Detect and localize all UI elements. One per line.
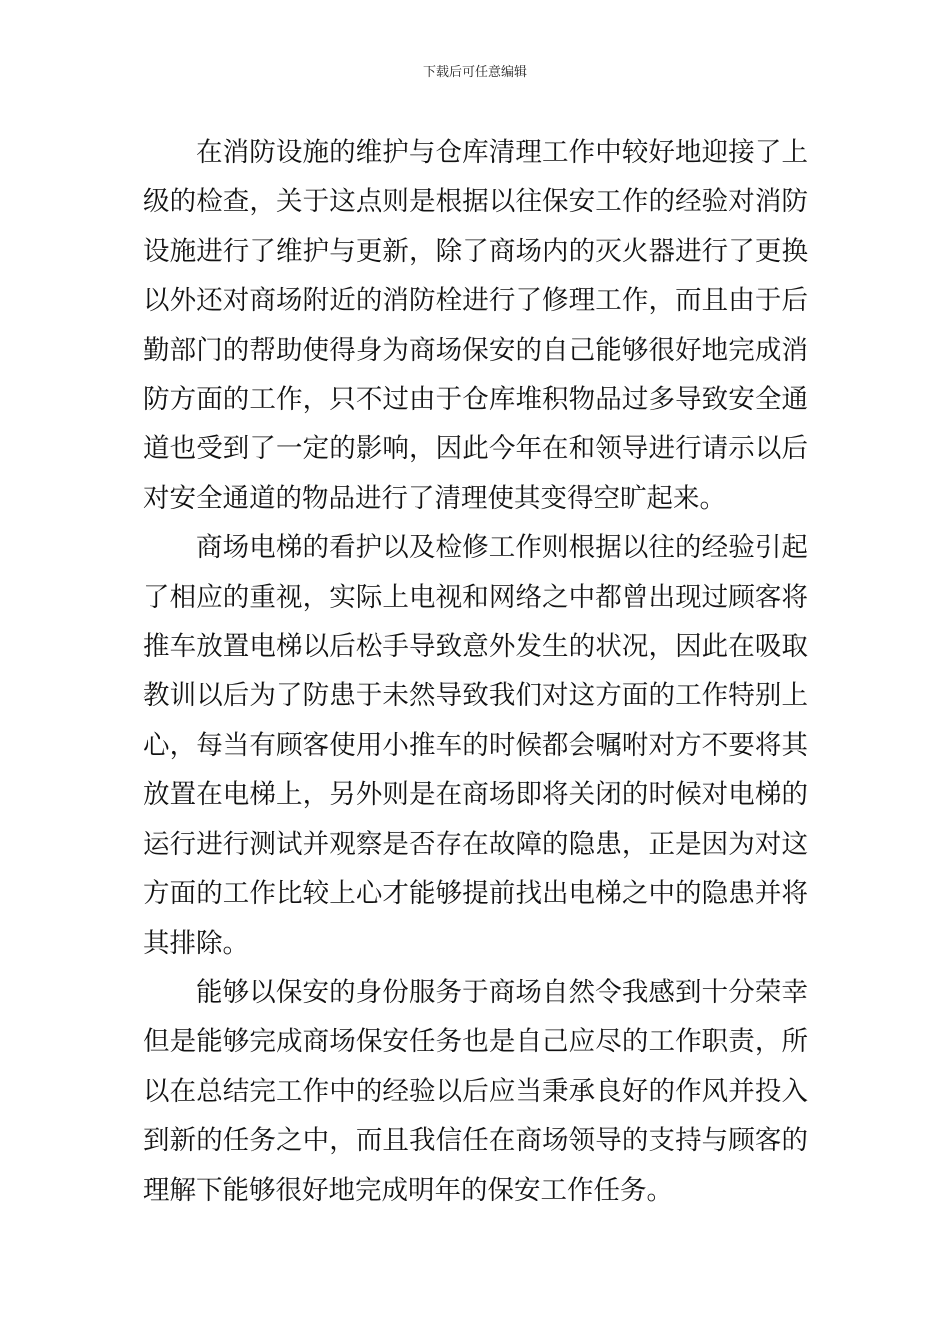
- paragraph-fire-safety: 在消防设施的维护与仓库清理工作中较好地迎接了上级的检查，关于这点则是根据以往保安工作的经验对消防设施进行了维护与更新，除了商场内的灭火器进行了更换以外还对商场附近的消防栓进行了修理工作，而且由于后勤部门的帮助使得身为商场保安的自己能够很好地完成消防方面的工作，只不过由于仓库堆积物品过多导致安全通道也受到了一定的影响，因此今年在和领导进行请示以后对安全通道的物品进行了清理使其变得空旷起来。: [143, 137, 808, 514]
- paragraph-conclusion: 能够以保安的身份服务于商场自然令我感到十分荣幸但是能够完成商场保安任务也是自己应尽的工作职责，所以在总结完工作中的经验以后应当秉承良好的作风并投入到新的任务之中，而且我信任在商场领导的支持与顾客的理解下能够很好地完成明年的保安工作任务。: [143, 976, 808, 1206]
- page-header: 下载后可任意编辑: [422, 65, 527, 80]
- document-body: [143, 128, 808, 1215]
- paragraph-elevator: 商场电梯的看护以及检修工作则根据以往的经验引起了相应的重视，实际上电视和网络之中都曾出现过顾客将推车放置电梯以后松手导致意外发生的状况，因此在吸取教训以后为了防患于未然导致我们对这方面的工作特别上心，每当有顾客使用小推车的时候都会嘱咐对方不要将其放置在电梯上，另外则是在商场即将关闭的时候对电梯的运行进行测试并观察是否存在故障的隐患，正是因为对这方面的工作比较上心才能够提前找出电梯之中的隐患并将其排除。: [143, 532, 808, 959]
